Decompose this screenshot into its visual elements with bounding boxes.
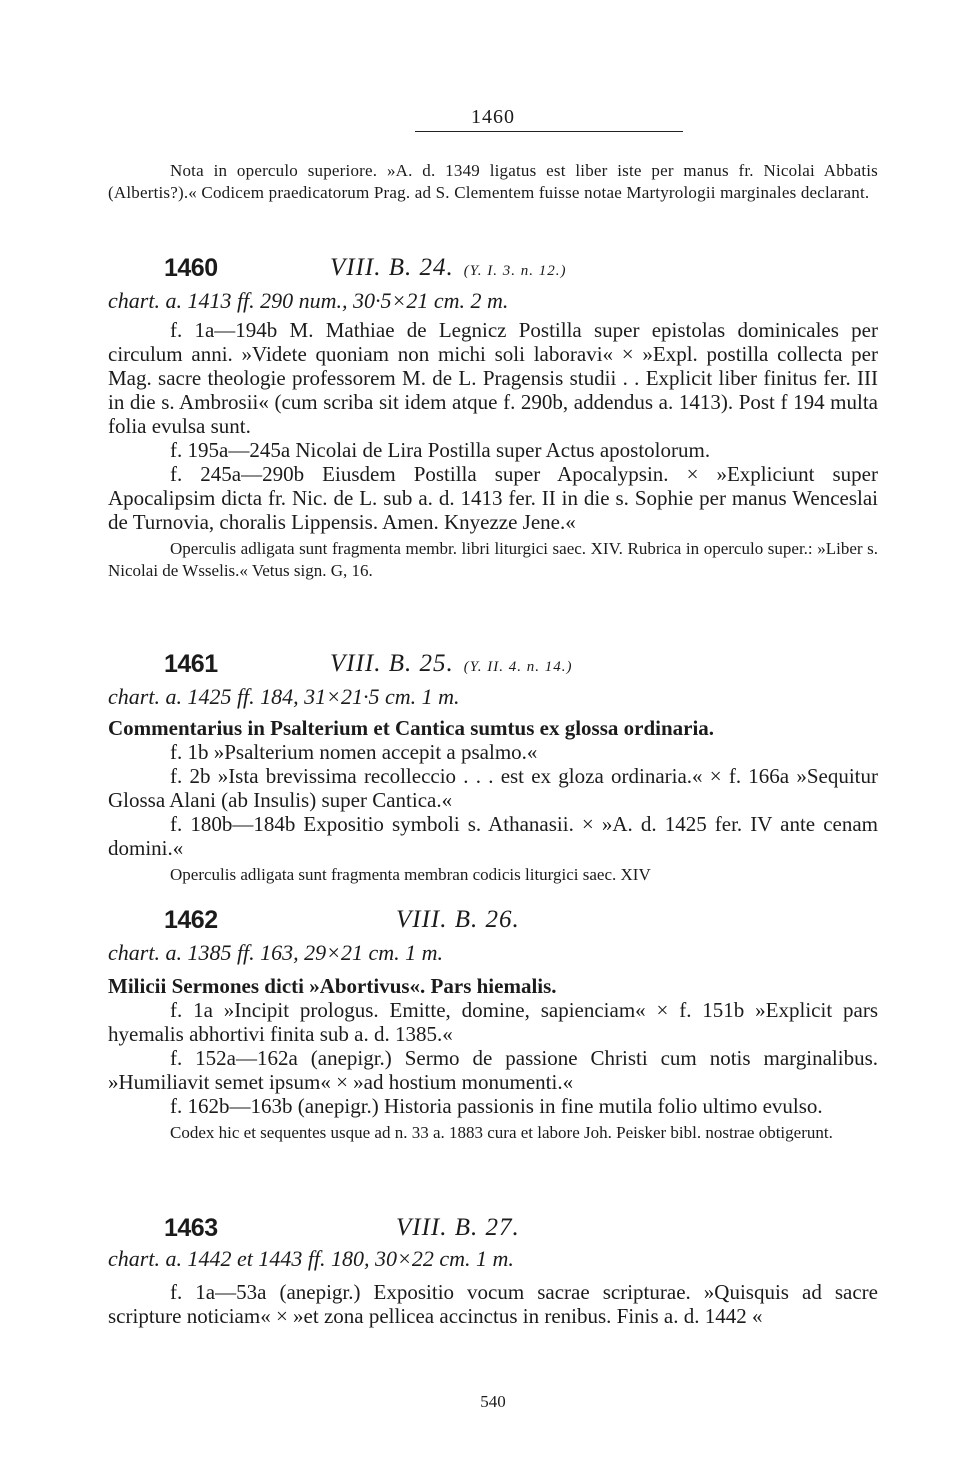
entry-1462-heading: [108, 906, 878, 940]
entry-line: f. 1b »Psalterium nomen accepit a psalmo.«: [170, 740, 538, 764]
page-number: 540: [480, 1392, 506, 1411]
entry-1460-description: chart. a. 1413 ff. 290 num., 30·5×21 cm. 2 m.: [108, 288, 509, 313]
entry-line: f. 1a—194b M. Mathiae de Legnicz Postilla super epistolas dominicales per circulum anni. »Videte quoniam non michi soli laboravi« × »Expl. postilla collecta per Mag. sacre theologie professorem M. de L. Pragensis studii . . Explicit liber finitus fer. III in die s. Ambrosii« (cum scriba sit idem atque f. 290b, addendus a. 1413). Post f 194 multa folia evulsa sunt.: [108, 318, 878, 438]
entry-line: f. 152a—162a (anepigr.) Sermo de passione Christi cum notis marginalibus. »Humiliavit semet ipsum« × »ad hostium monumenti.«: [108, 1046, 878, 1094]
entry-1463-description: chart. a. 1442 et 1443 ff. 180, 30×22 cm. 1 m.: [108, 1246, 514, 1271]
entry-line: f. 1a »Incipit prologus. Emitte, domine, sapienciam« × f. 151b »Explicit pars hyemalis abhortivi finita sub a. d. 1385.«: [108, 998, 878, 1046]
entry-1460-body: [108, 318, 878, 582]
entry-note: Codex hic et sequentes usque ad n. 33 a. 1883 cura et labore Joh. Peisker bibl. nostrae obtigerunt.: [170, 1123, 833, 1142]
entry-1461-description: chart. a. 1425 ff. 184, 31×21·5 cm. 1 m.: [108, 684, 460, 709]
header-rule: [415, 131, 683, 132]
entry-1463-heading: [108, 1214, 878, 1248]
intro-note: [108, 160, 878, 204]
old-shelfmark: (Y. I. 3. n. 12.): [463, 263, 567, 279]
entry-line: f. 245a—290b Eiusdem Postilla super Apocalypsin. × »Expliciunt super Apocalipsim dicta fr. Nic. de L. sub a. d. 1413 fer. II in die s. Sophie per manus Wenceslai de Turnovia, choralis Lippensis. Amen. Knyezze Jene.«: [108, 462, 878, 534]
shelfmark: VIII. B. 27.: [396, 1214, 520, 1241]
entry-1461-heading: [108, 650, 878, 684]
entry-note: Operculis adligata sunt fragmenta membr. libri liturgici saec. XIV. Rubrica in operculo super.: »Liber s. Nicolai de Wsselis.« Vetus sign. G, 16.: [108, 539, 878, 580]
shelfmark: VIII. B. 24. (Y. I. 3. n. 12.): [330, 254, 567, 281]
old-shelfmark: (Y. II. 4. n. 14.): [463, 659, 573, 675]
entry-title: Commentarius in Psalterium et Cantica sumtus ex glossa ordinaria.: [108, 716, 715, 740]
entry-number: 1461: [164, 650, 218, 678]
entry-line: f. 195a—245a Nicolai de Lira Postilla super Actus apostolorum.: [170, 438, 711, 462]
shelfmark: VIII. B. 26.: [396, 906, 520, 933]
entry-number: 1462: [164, 906, 218, 934]
entry-note: Operculis adligata sunt fragmenta membran codicis liturgici saec. XIV: [170, 865, 651, 884]
entry-line: f. 1a—53a (anepigr.) Expositio vocum sacrae scripturae. »Quisquis ad sacre scripture noticiam« × »et zona pellicea accinctus in renibus. Finis a. d. 1442 «: [108, 1280, 878, 1328]
entry-1460-heading: [108, 254, 878, 288]
entry-1461-body: [108, 716, 878, 886]
intro-note-text: Nota in operculo superiore. »A. d. 1349 ligatus est liber iste per manus fr. Nicolai Abbatis (Albertis?).« Codicem praedicatorum Prag. ad S. Clementem fuisse notae Martyrologii marginales declarant.: [108, 161, 878, 202]
entry-1462-body: [108, 974, 878, 1144]
entry-line: f. 2b »Ista brevissima recolleccio . . . est ex gloza ordinaria.« × f. 166a »Sequitur Glossa Alani (ab Insulis) super Cantica.«: [108, 764, 878, 812]
running-head: 1460: [471, 106, 515, 128]
entry-line: f. 162b—163b (anepigr.) Historia passionis in fine mutila folio ultimo evulso.: [170, 1094, 823, 1118]
entry-1462-description: chart. a. 1385 ff. 163, 29×21 cm. 1 m.: [108, 940, 444, 965]
entry-number: 1463: [164, 1214, 218, 1242]
entry-title: Milicii Sermones dicti »Abortivus«. Pars hiemalis.: [108, 974, 557, 998]
entry-number: 1460: [164, 254, 218, 282]
entry-line: f. 180b—184b Expositio symboli s. Athanasii. × »A. d. 1425 fer. IV ante cenam domini.«: [108, 812, 878, 860]
shelfmark: VIII. B. 25. (Y. II. 4. n. 14.): [330, 650, 573, 677]
entry-1463-body: [108, 1280, 878, 1328]
